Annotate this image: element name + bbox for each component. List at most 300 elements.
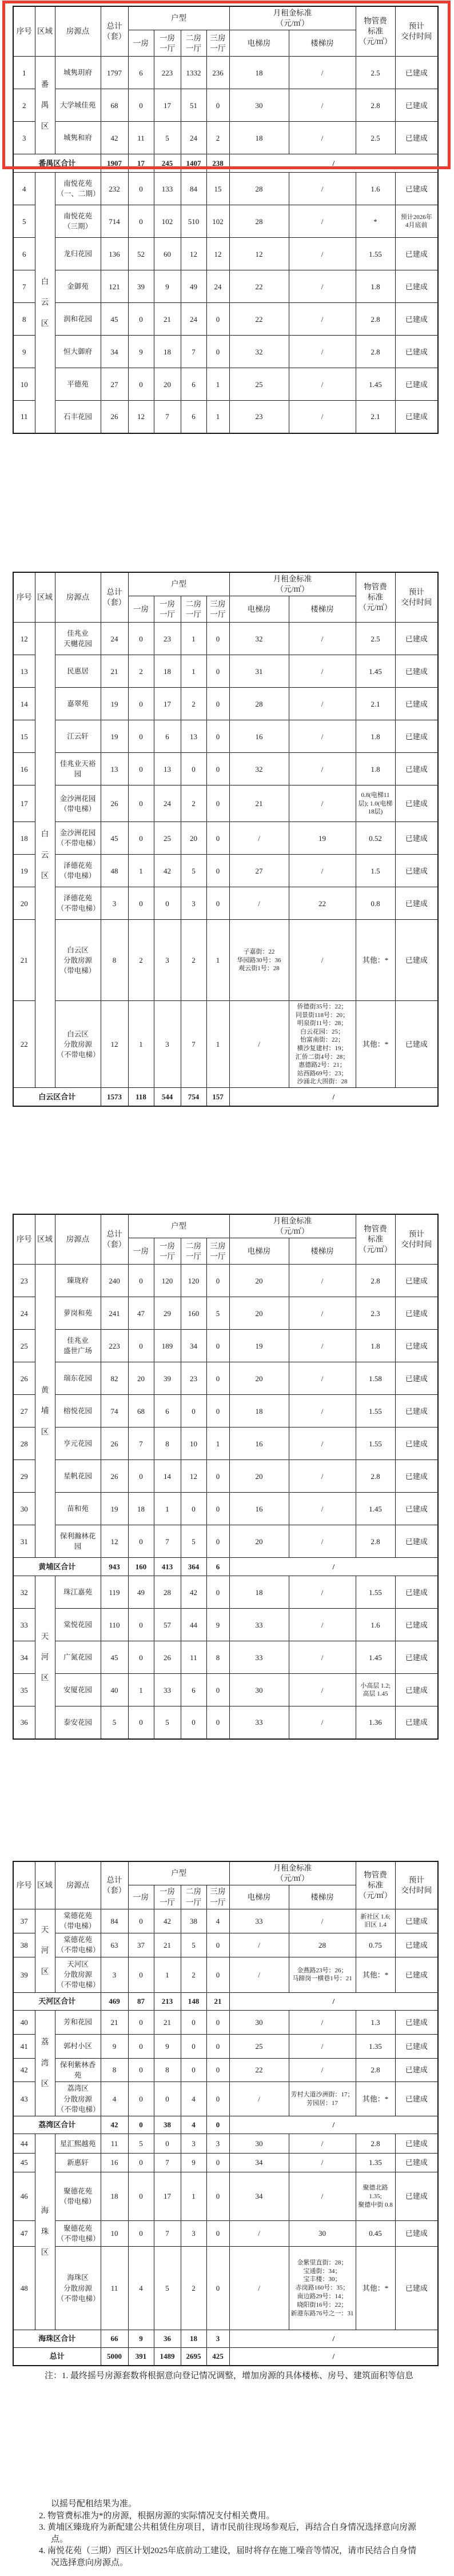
cell-region: 天河区: [35, 1576, 55, 1739]
cell-source-name: [55, 1576, 101, 1609]
header-one-room-one-hall: [154, 596, 181, 623]
cell-one-room-one-hall: 42: [154, 1909, 181, 1933]
cell-stairs-rent: [289, 2247, 356, 2330]
cell-line: 28: [255, 699, 263, 708]
cell-one-room: 1: [128, 1674, 154, 1706]
cell-total: 119: [101, 1576, 128, 1609]
cell-source-name: [55, 336, 101, 368]
cell-line: /: [321, 634, 324, 643]
cell-line: 标准: [368, 1880, 383, 1889]
cell-line: 25: [255, 380, 263, 389]
cell-line: 16: [255, 1504, 263, 1513]
cell-line: （不带电梯）: [57, 904, 100, 913]
cell-region: 荔湾区: [35, 2010, 55, 2116]
cell-three-room-one-hall: 0: [206, 785, 229, 822]
cell-line: 侨德街35号：22；: [297, 1003, 348, 1010]
cell-three-room-one-hall: 0: [206, 855, 229, 887]
cell-line: 1.6: [371, 184, 380, 193]
cell-stairs-rent: [289, 122, 356, 154]
cell-stairs-rent: [289, 1909, 356, 1933]
cell-line: 1.3: [371, 2017, 380, 2027]
cell-source-name: [55, 2134, 101, 2154]
cell-line: 泽德花苑: [63, 894, 92, 903]
cell-elevator-rent: [229, 2082, 289, 2116]
cell-line: 一房: [160, 1887, 175, 1896]
table-row: [13, 2034, 438, 2058]
cell-line: 已建成: [405, 1276, 428, 1285]
cell-delivery: [395, 1933, 438, 1957]
cell-line: 19: [255, 1341, 263, 1350]
header-source: 房源点: [55, 6, 101, 57]
cell-line: （元/㎡）: [359, 603, 392, 612]
cell-two-room-one-hall: 510: [181, 205, 206, 238]
cell-total: 45: [101, 822, 128, 855]
cell-two-room-one-hall: 7: [181, 336, 206, 368]
cell-source-name: [55, 1460, 101, 1493]
cell-elevator-rent: [229, 720, 289, 753]
cell-line: 萝岗和苑: [63, 1309, 92, 1318]
cell-three-room-one-hall: 1: [206, 401, 229, 433]
cell-one-room-one-hall: 28: [154, 1576, 181, 1609]
cell-stairs-rent: [289, 1641, 356, 1674]
cell-one-room-one-hall: 17: [154, 2172, 181, 2221]
cell-line: 新社区 1.6;: [360, 1913, 391, 1920]
header-one-room-one-hall: [154, 1885, 181, 1909]
cell-line: 12: [255, 249, 263, 258]
cell-source-name: [55, 785, 101, 822]
table-row: [13, 1427, 438, 1460]
cell-one-room-one-hall: 60: [154, 238, 181, 270]
cell-seq: 7: [13, 270, 35, 303]
cell-line: 33: [255, 1653, 263, 1662]
header-total: [101, 1861, 128, 1909]
cell-line: 已建成: [405, 2017, 428, 2027]
cell-line: 已建成: [405, 1537, 428, 1546]
cell-line: 20: [255, 1374, 263, 1383]
cell-line: 预计: [408, 22, 424, 30]
cell-line: /: [321, 764, 324, 773]
cell-line: /: [321, 68, 324, 77]
cell-one-room: 0: [128, 2034, 154, 2058]
cell-one-room: 0: [128, 2172, 154, 2221]
cell-one-room-one-hall: 7: [154, 2221, 181, 2247]
subtotal-row: [13, 1088, 438, 1106]
cell-elevator-rent: [229, 1297, 289, 1330]
cell-total: 24: [101, 623, 128, 655]
cell-delivery: [395, 2172, 438, 2221]
cell-three-room-one-hall: 2: [206, 122, 229, 154]
header-delivery: [395, 6, 438, 57]
cell-three-room-one-hall: 9: [206, 1609, 229, 1641]
cell-source-name: [55, 1297, 101, 1330]
cell-stairs-rent: [289, 1706, 356, 1739]
cell-line: 2.8: [371, 2139, 380, 2148]
cell-one-room-one-hall: 5: [154, 2247, 181, 2330]
cell-delivery: [395, 238, 438, 270]
cell-line: 34: [255, 2158, 263, 2167]
cell-one-room-one-hall: 24: [154, 785, 181, 822]
table-row: [13, 623, 438, 655]
cell-elevator-rent: [229, 785, 289, 822]
header-three-room-one-hall: [206, 1885, 229, 1909]
cell-line: 30: [255, 2017, 263, 2027]
cell-line: 聚德花苑: [63, 2224, 92, 2232]
subtotal-slash: /: [229, 1088, 438, 1106]
cell-delivery: [395, 368, 438, 401]
cell-seq: 45: [13, 2154, 35, 2172]
cell-one-room: 12: [128, 401, 154, 433]
table-row: [13, 205, 438, 238]
cell-line: 月租金标准: [273, 1217, 312, 1225]
cell-seq: 30: [13, 1493, 35, 1525]
cell-source-name: [55, 2058, 101, 2081]
cell-three-room-one-hall: 1: [206, 920, 229, 1001]
cell-one-room: 0: [128, 1460, 154, 1493]
cell-line: /: [321, 380, 324, 389]
cell-one-room: 9: [128, 2330, 154, 2348]
cell-line: 月租金标准: [273, 9, 312, 17]
subtotal-row: [13, 154, 438, 173]
cell-one-room-one-hall: 1: [154, 1957, 181, 1992]
cell-elevator-rent: [229, 1525, 289, 1558]
cell-one-room-one-hall: 5: [154, 122, 181, 154]
cell-line: 金紫里直街：28；: [297, 2259, 348, 2266]
cell-line: /: [321, 249, 324, 258]
header-source: 房源点: [55, 1214, 101, 1265]
cell-one-room: 52: [128, 238, 154, 270]
cell-one-room-one-hall: 25: [154, 822, 181, 855]
cell-line: 瑞东花园: [63, 1374, 92, 1383]
cell-total: 9: [101, 2034, 128, 2058]
cell-line: 28: [255, 217, 263, 226]
cell-line: 20: [255, 1537, 263, 1546]
cell-one-room: 39: [128, 270, 154, 303]
cell-one-room-one-hall: 5: [154, 1706, 181, 1739]
cell-elevator-rent: [229, 173, 289, 205]
cell-line: /: [321, 667, 324, 676]
cell-delivery: [395, 822, 438, 855]
cell-one-room: 18: [128, 1493, 154, 1525]
cell-one-room-one-hall: 3: [154, 1001, 181, 1088]
cell-two-room-one-hall: 0: [181, 2058, 206, 2081]
cell-mgmt-fee: [356, 623, 395, 655]
cell-source-name: [55, 1362, 101, 1395]
cell-stairs-rent: [289, 89, 356, 122]
cell-two-room-one-hall: 2: [181, 785, 206, 822]
cell-line: 石丰花园: [63, 413, 92, 421]
table-row: [13, 822, 438, 855]
table-row: [13, 785, 438, 822]
cell-mgmt-fee: [356, 822, 395, 855]
cell-line: 2.3: [371, 1309, 380, 1318]
cell-three-room-one-hall: 425: [206, 2348, 229, 2366]
cell-mgmt-fee: [356, 688, 395, 720]
cell-stairs-rent: [289, 1001, 356, 1088]
cell-line: /: [321, 1916, 324, 1925]
cell-line: /: [321, 1472, 324, 1481]
cell-line: 珠江嘉苑: [63, 1588, 92, 1597]
table-row: [13, 1706, 438, 1739]
cell-seq: 28: [13, 1427, 35, 1460]
cell-line: 预计: [408, 1875, 424, 1884]
cell-line: 三房: [210, 33, 226, 42]
cell-delivery: [395, 720, 438, 753]
cell-line: /: [321, 1588, 324, 1597]
cell-source-name: [55, 368, 101, 401]
cell-total: 34: [101, 336, 128, 368]
cell-mgmt-fee: [356, 1265, 395, 1297]
cell-source-name: [55, 1265, 101, 1297]
cell-one-room: 0: [128, 822, 154, 855]
cell-line: /: [321, 1309, 324, 1318]
cell-source-name: [55, 1641, 101, 1674]
cell-elevator-rent: [229, 1265, 289, 1297]
table-row: [13, 270, 438, 303]
cell-three-room-one-hall: 0: [206, 1957, 229, 1992]
cell-seq: 3: [13, 122, 35, 154]
cell-three-room-one-hall: 0: [206, 1525, 229, 1558]
cell-line: 芳村大道沙洲街：17；: [290, 2091, 354, 2098]
cell-delivery: [395, 2154, 438, 2172]
subtotal-label: 天河区合计: [13, 1992, 101, 2010]
cell-elevator-rent: [229, 1909, 289, 1933]
cell-three-room-one-hall: 0: [206, 336, 229, 368]
cell-elevator-rent: [229, 2134, 289, 2154]
header-delivery: [395, 572, 438, 623]
cell-line: 三房: [210, 1241, 226, 1250]
cell-two-room-one-hall: 2: [181, 688, 206, 720]
subtotal-row: [13, 1558, 438, 1576]
cell-one-room-one-hall: 38: [154, 2116, 181, 2134]
cell-three-room-one-hall: 1: [206, 1001, 229, 1088]
cell-elevator-rent: [229, 753, 289, 785]
cell-line: 2.8: [371, 101, 380, 110]
cell-one-room: 0: [128, 1525, 154, 1558]
cell-source-name: [55, 920, 101, 1001]
cell-line: 子嘉街：22: [243, 948, 275, 955]
cell-mgmt-fee: [356, 57, 395, 89]
cell-elevator-rent: [229, 303, 289, 336]
cell-seq: 18: [13, 822, 35, 855]
cell-region: 番禺区: [35, 57, 55, 154]
cell-three-room-one-hall: 0: [206, 2034, 229, 2058]
cell-mgmt-fee: [356, 2034, 395, 2058]
cell-delivery: [395, 1297, 438, 1330]
cell-total: 469: [101, 1992, 128, 2010]
cell-region: 黄埔区: [35, 1265, 55, 1558]
cell-line: 32: [255, 634, 263, 643]
cell-one-room: 4: [128, 2247, 154, 2330]
cell-total: 8: [101, 2058, 128, 2081]
cell-two-room-one-hall: 84: [181, 173, 206, 205]
cell-line: （元/㎡）: [359, 37, 392, 46]
cell-three-room-one-hall: 3: [206, 2134, 229, 2154]
cell-stairs-rent: [289, 655, 356, 688]
cell-total: 232: [101, 173, 128, 205]
cell-line: 一房: [160, 33, 175, 42]
cell-seq: 32: [13, 1576, 35, 1609]
cell-line: *: [373, 217, 377, 226]
cell-two-room-one-hall: 44: [181, 1609, 206, 1641]
cell-one-room-one-hall: 21: [154, 303, 181, 336]
cell-line: 1.55: [369, 1439, 382, 1448]
cell-line: 32: [255, 764, 263, 773]
header-one-room-one-hall: [154, 1238, 181, 1265]
header-source: 房源点: [55, 1861, 101, 1909]
cell-mgmt-fee: [356, 1427, 395, 1460]
header-mgmt-fee: [356, 1861, 395, 1909]
cell-three-room-one-hall: 0: [206, 688, 229, 720]
cell-one-room-one-hall: 33: [154, 1674, 181, 1706]
cell-source-name: [55, 1957, 101, 1992]
cell-line: 一厅: [160, 43, 175, 53]
cell-delivery: [395, 1957, 438, 1992]
cell-line: /: [321, 282, 324, 291]
cell-stairs-rent: [289, 2082, 356, 2116]
cell-mgmt-fee: [356, 1001, 395, 1088]
table-row: [13, 238, 438, 270]
cell-stairs-rent: [289, 1297, 356, 1330]
cell-one-room-one-hall: 9: [154, 270, 181, 303]
table-row: [13, 1909, 438, 1933]
cell-stairs-rent: [289, 303, 356, 336]
cell-line: （元/㎡）: [276, 19, 309, 28]
cell-line: /: [321, 1718, 324, 1727]
cell-mgmt-fee: [356, 270, 395, 303]
cell-two-room-one-hall: 2: [181, 1957, 206, 1992]
cell-line: 分散房源: [63, 2284, 92, 2292]
cell-mgmt-fee: [356, 2058, 395, 2081]
cell-line: 0.8: [371, 899, 380, 908]
cell-source-name: [55, 1933, 101, 1957]
cell-line: 1.8: [371, 1341, 380, 1350]
cell-two-room-one-hall: 23: [181, 1362, 206, 1395]
cell-delivery: [395, 2082, 438, 2116]
cell-elevator-rent: [229, 2221, 289, 2247]
table-row: [13, 1001, 438, 1088]
cell-line: 标准: [368, 1235, 383, 1244]
cell-source-name: [55, 2010, 101, 2034]
cell-line: （不带电梯）: [57, 2105, 100, 2114]
cell-stairs-rent: [289, 205, 356, 238]
cell-two-room-one-hall: 3: [181, 2134, 206, 2154]
header-region: 区域: [35, 1214, 55, 1265]
cell-source-name: [55, 1706, 101, 1739]
cell-total: 19: [101, 720, 128, 753]
cell-mgmt-fee: [356, 303, 395, 336]
header-one-room: 一房: [128, 30, 154, 57]
cell-line: 已建成: [405, 1309, 428, 1318]
cell-delivery: [395, 785, 438, 822]
cell-mgmt-fee: [356, 2154, 395, 2172]
cell-seq: 2: [13, 89, 35, 122]
cell-one-room-one-hall: 3: [154, 920, 181, 1001]
cell-seq: 20: [13, 887, 35, 920]
cell-two-room-one-hall: 42: [181, 1576, 206, 1609]
cell-three-room-one-hall: 5: [206, 1297, 229, 1330]
cell-three-room-one-hall: 0: [206, 887, 229, 920]
cell-line: （不带电梯）: [57, 1051, 100, 1059]
cell-stairs-rent: [289, 688, 356, 720]
cell-line: 明泉街11号：28；: [297, 1020, 348, 1027]
cell-total: 10: [101, 2221, 128, 2247]
cell-mgmt-fee: [356, 89, 395, 122]
cell-delivery: [395, 1001, 438, 1088]
cell-elevator-rent: [229, 2034, 289, 2058]
cell-one-room: 0: [128, 1609, 154, 1641]
subtotal-row: [13, 1992, 438, 2010]
cell-line: 棠德花苑: [63, 1912, 92, 1920]
cell-elevator-rent: [229, 89, 289, 122]
cell-three-room-one-hall: 4: [206, 1909, 229, 1933]
cell-line: 保利紫林香苑: [59, 2060, 96, 2079]
note-4: 4. 南悦花苑（三期）西区计划2025年底前动工建设，届时将存在施工噪音等情况，请市民结合自身情况选择意向房源点。: [39, 2546, 417, 2567]
cell-three-room-one-hall: 0: [206, 2116, 229, 2134]
cell-elevator-rent: [229, 2154, 289, 2172]
cell-delivery: [395, 855, 438, 887]
cell-one-room: 17: [128, 154, 154, 173]
cell-line: 旧区 1.4: [364, 1921, 387, 1929]
cell-line: 泰安花园: [63, 1718, 92, 1727]
cell-total: 19: [101, 688, 128, 720]
cell-source-name: [55, 1525, 101, 1558]
cell-line: 总计: [106, 1230, 122, 1238]
cell-one-room-one-hall: 18: [154, 655, 181, 688]
cell-three-room-one-hall: 0: [206, 2172, 229, 2221]
cell-one-room-one-hall: 1489: [154, 2348, 181, 2366]
subtotal-label: 番禺区合计: [13, 154, 101, 173]
cell-line: 已建成: [405, 2229, 428, 2238]
cell-elevator-rent: [229, 2172, 289, 2221]
cell-mgmt-fee: [356, 2247, 395, 2330]
cell-line: 物管费: [364, 1224, 387, 1233]
cell-line: /: [321, 2158, 324, 2167]
cell-stairs-rent: [289, 336, 356, 368]
cell-two-room-one-hall: 2: [181, 2247, 206, 2330]
table-row: [13, 2082, 438, 2116]
cell-line: 28: [318, 1940, 326, 1949]
cell-two-room-one-hall: 1: [181, 623, 206, 655]
cell-source-name: [55, 122, 101, 154]
subtotal-label: 总计: [13, 2348, 101, 2366]
cell-line: 荔湾区: [67, 2084, 89, 2093]
cell-seq: 48: [13, 2247, 35, 2330]
table-row: [13, 2010, 438, 2034]
table-row: [13, 1493, 438, 1525]
cell-seq: 40: [13, 2010, 35, 2034]
header-seq: 序号: [13, 6, 35, 57]
cell-line: 16: [255, 732, 263, 741]
cell-three-room-one-hall: 102: [206, 205, 229, 238]
cell-line: 盛世广场: [63, 1347, 92, 1355]
cell-line: 已建成: [405, 667, 428, 676]
cell-region: 天河区: [35, 1909, 55, 1992]
cell-line: 2.8: [371, 1276, 380, 1285]
cell-delivery: [395, 1609, 438, 1641]
cell-total: 26: [101, 1427, 128, 1460]
cell-mgmt-fee: [356, 2172, 395, 2221]
table-row: [13, 2058, 438, 2081]
housing-table: [13, 572, 439, 1107]
cell-two-room-one-hall: 1: [181, 2172, 206, 2221]
cell-line: 总计: [106, 1875, 122, 1884]
cell-mgmt-fee: [356, 1525, 395, 1558]
cell-two-room-one-hall: 1: [181, 655, 206, 688]
cell-total: 42: [101, 2116, 128, 2134]
cell-two-room-one-hall: 1332: [181, 57, 206, 89]
cell-line: /: [321, 347, 324, 356]
cell-seq: 16: [13, 753, 35, 785]
